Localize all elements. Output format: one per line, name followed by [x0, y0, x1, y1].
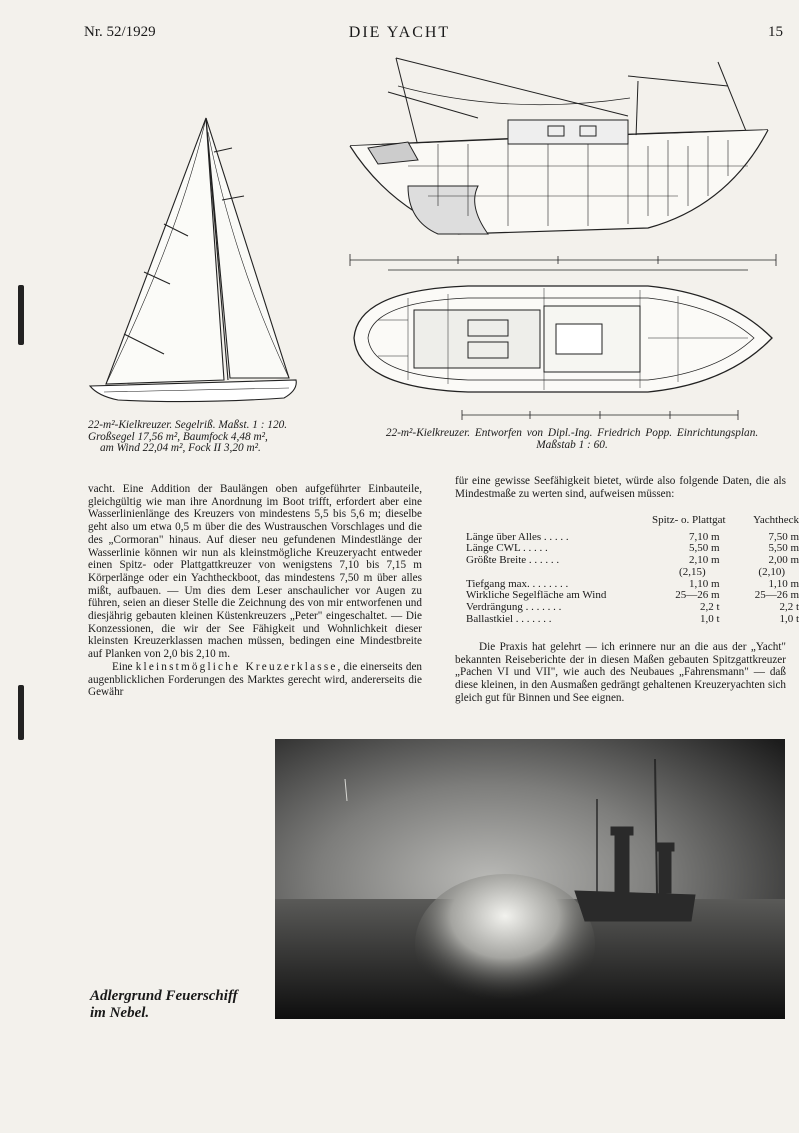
interior-caption-line2: Maßstab 1 : 60. [536, 438, 608, 451]
spec-value-1: (2,15) [679, 565, 706, 578]
sail-plan-caption-line2: Großsegel 17,56 m², Baumfock 4,48 m², [88, 430, 268, 443]
p2-rest: , die einerseits den augenblicklichen Forderungen des Marktes gerecht wird, andererseits die Gewähr [88, 660, 423, 699]
sail-plan-drawing [84, 112, 304, 407]
interior-caption-line1: 22-m²-Kielkreuzer. Entworfen von Dipl.-Ing. Friedrich Popp. Einrichtungsplan. [385, 427, 759, 439]
issue-number: Nr. 52/1929 [84, 24, 156, 40]
spec-value-1: 5,50 m [689, 542, 720, 555]
right-closing-paragraph: Die Praxis hat gelehrt — ich erinnere nur an die aus der „Yacht" bekannten Reiseberichte der in diesen Maßen gebauten Spitzgattkreuzer „Pachen VI und VII", wie auch des Neubaues „Fahrensmann" — daß diese kleinen, in den Ausmaßen gedrängt gehaltenen Kreuzeryachten sich gleich gut für Binnen und See eignen. [455, 641, 786, 704]
binder-mark [18, 685, 24, 740]
photo-caption-line2: im Nebel. [90, 1005, 150, 1021]
right-intro: für eine gewisse Seefähigkeit bietet, würde also folgende Daten, die als Mindestmaße zu werten sind, aufweisen müssen: [455, 475, 786, 500]
table-row [466, 567, 799, 579]
spec-label: Wirkliche Segelfläche am Wind [466, 589, 607, 602]
spec-label: Ballastkiel . . . . . . . [466, 612, 552, 625]
spec-label: Länge über Alles . . . . . [466, 530, 569, 543]
left-paragraph-2 [88, 661, 422, 699]
right-text-column [455, 475, 786, 500]
spec-value-2: 1,0 t [779, 612, 799, 625]
spec-value-1: 25—26 m [675, 589, 720, 602]
plan-view-drawing [348, 280, 778, 402]
spec-value-1: 1,0 t [700, 612, 720, 625]
p2-spaced-term: kleinstmögliche Kreuzerklasse [135, 660, 338, 673]
page-number: 15 [768, 24, 783, 40]
sail-plan-caption-line1: 22-m²-Kielkreuzer. Segelriß. Maßst. 1 : 120. [88, 419, 288, 431]
profile-section-drawing [348, 56, 778, 256]
photo-caption [90, 988, 238, 1022]
table-row [466, 602, 799, 614]
magazine-title: DIE YACHT [348, 24, 451, 41]
spec-value-1: 7,10 m [689, 530, 720, 543]
spec-value-2: 2,00 m [768, 554, 799, 567]
spec-value-2: 7,50 m [768, 530, 799, 543]
interior-plan-caption [352, 428, 792, 451]
spec-label: Verdrängung . . . . . . . [466, 600, 562, 613]
col-header-yachtheck: Yachtheck [753, 514, 799, 526]
spec-value-2: 1,10 m [768, 577, 799, 590]
sail-plan-caption [88, 420, 328, 455]
specs-table [466, 515, 799, 625]
left-text-column [88, 483, 422, 699]
spec-value-2: 25—26 m [754, 589, 799, 602]
lightship-photo [275, 739, 785, 1019]
left-paragraph-1: vacht. Eine Addition der Baulängen oben aufgeführter Einbauteile, gleichgültig wie man ihre Anordnung im Boot trifft, erfordert aber eine Wasserlinienlänge des Kreuzers von mindestens 5,5 bis 5,6 m; dieselbe geht also um etwa 0,5 m über die des Wustrauschen Vorschlages und die des „Cormoran" hinaus. Auf dieser neu gefundenen Mindestlänge der Wasserlinie können wir nun als kleinstmögliche Kreuzeryacht entweder einen Spitz- oder Plattgattkreuzer von wenigstens 7,10 bis 7,15 m Körperlänge oder ein Yachtheckboot, das mindestens 7,50 m über alles mißt, aufbauen. — Um dies dem Leser anschaulicher vor Augen zu führen, seien an dieser Stelle die Zeichnung des von mir entworfenen und diesjährig gebauten kleinen Küstenkreuzers „Peter" eingeschaltet. — Die Konzessionen, die wir der See Fähigkeit und Wohnlichkeit dieser kleinsten Kreuzerklassen machen müssen, bedingen eine Mindestbreite auf Planken von 2,0 bis 2,10 m. [88, 483, 422, 661]
spec-value-2: (2,10) [758, 565, 785, 578]
spec-label [466, 567, 630, 579]
right-closing-container [455, 641, 786, 705]
spec-label: Länge CWL . . . . . [466, 542, 548, 555]
spec-value-1: 2,2 t [700, 600, 720, 613]
specs-table-container [466, 515, 799, 625]
spec-value-1: 1,10 m [689, 577, 720, 590]
p2-lead: Eine [112, 660, 133, 673]
spec-label: Größte Breite . . . . . . [466, 554, 560, 567]
spec-label: Tiefgang max. . . . . . . . [466, 577, 569, 590]
spec-value-2: 2,2 t [779, 600, 799, 613]
spec-value-2: 5,50 m [768, 542, 799, 555]
scale-bar-bottom [460, 408, 740, 422]
table-row [466, 614, 799, 626]
binder-mark [18, 285, 24, 345]
spec-value-1: 2,10 m [689, 554, 720, 567]
col-header-spitz: Spitz- o. Plattgat [651, 514, 726, 526]
sail-plan-caption-line3: am Wind 22,04 m², Fock II 3,20 m². [100, 442, 261, 454]
scale-bar-top [348, 248, 778, 278]
table-row [466, 555, 799, 567]
photo-caption-line1: Adlergrund Feuerschiff [90, 988, 238, 1004]
